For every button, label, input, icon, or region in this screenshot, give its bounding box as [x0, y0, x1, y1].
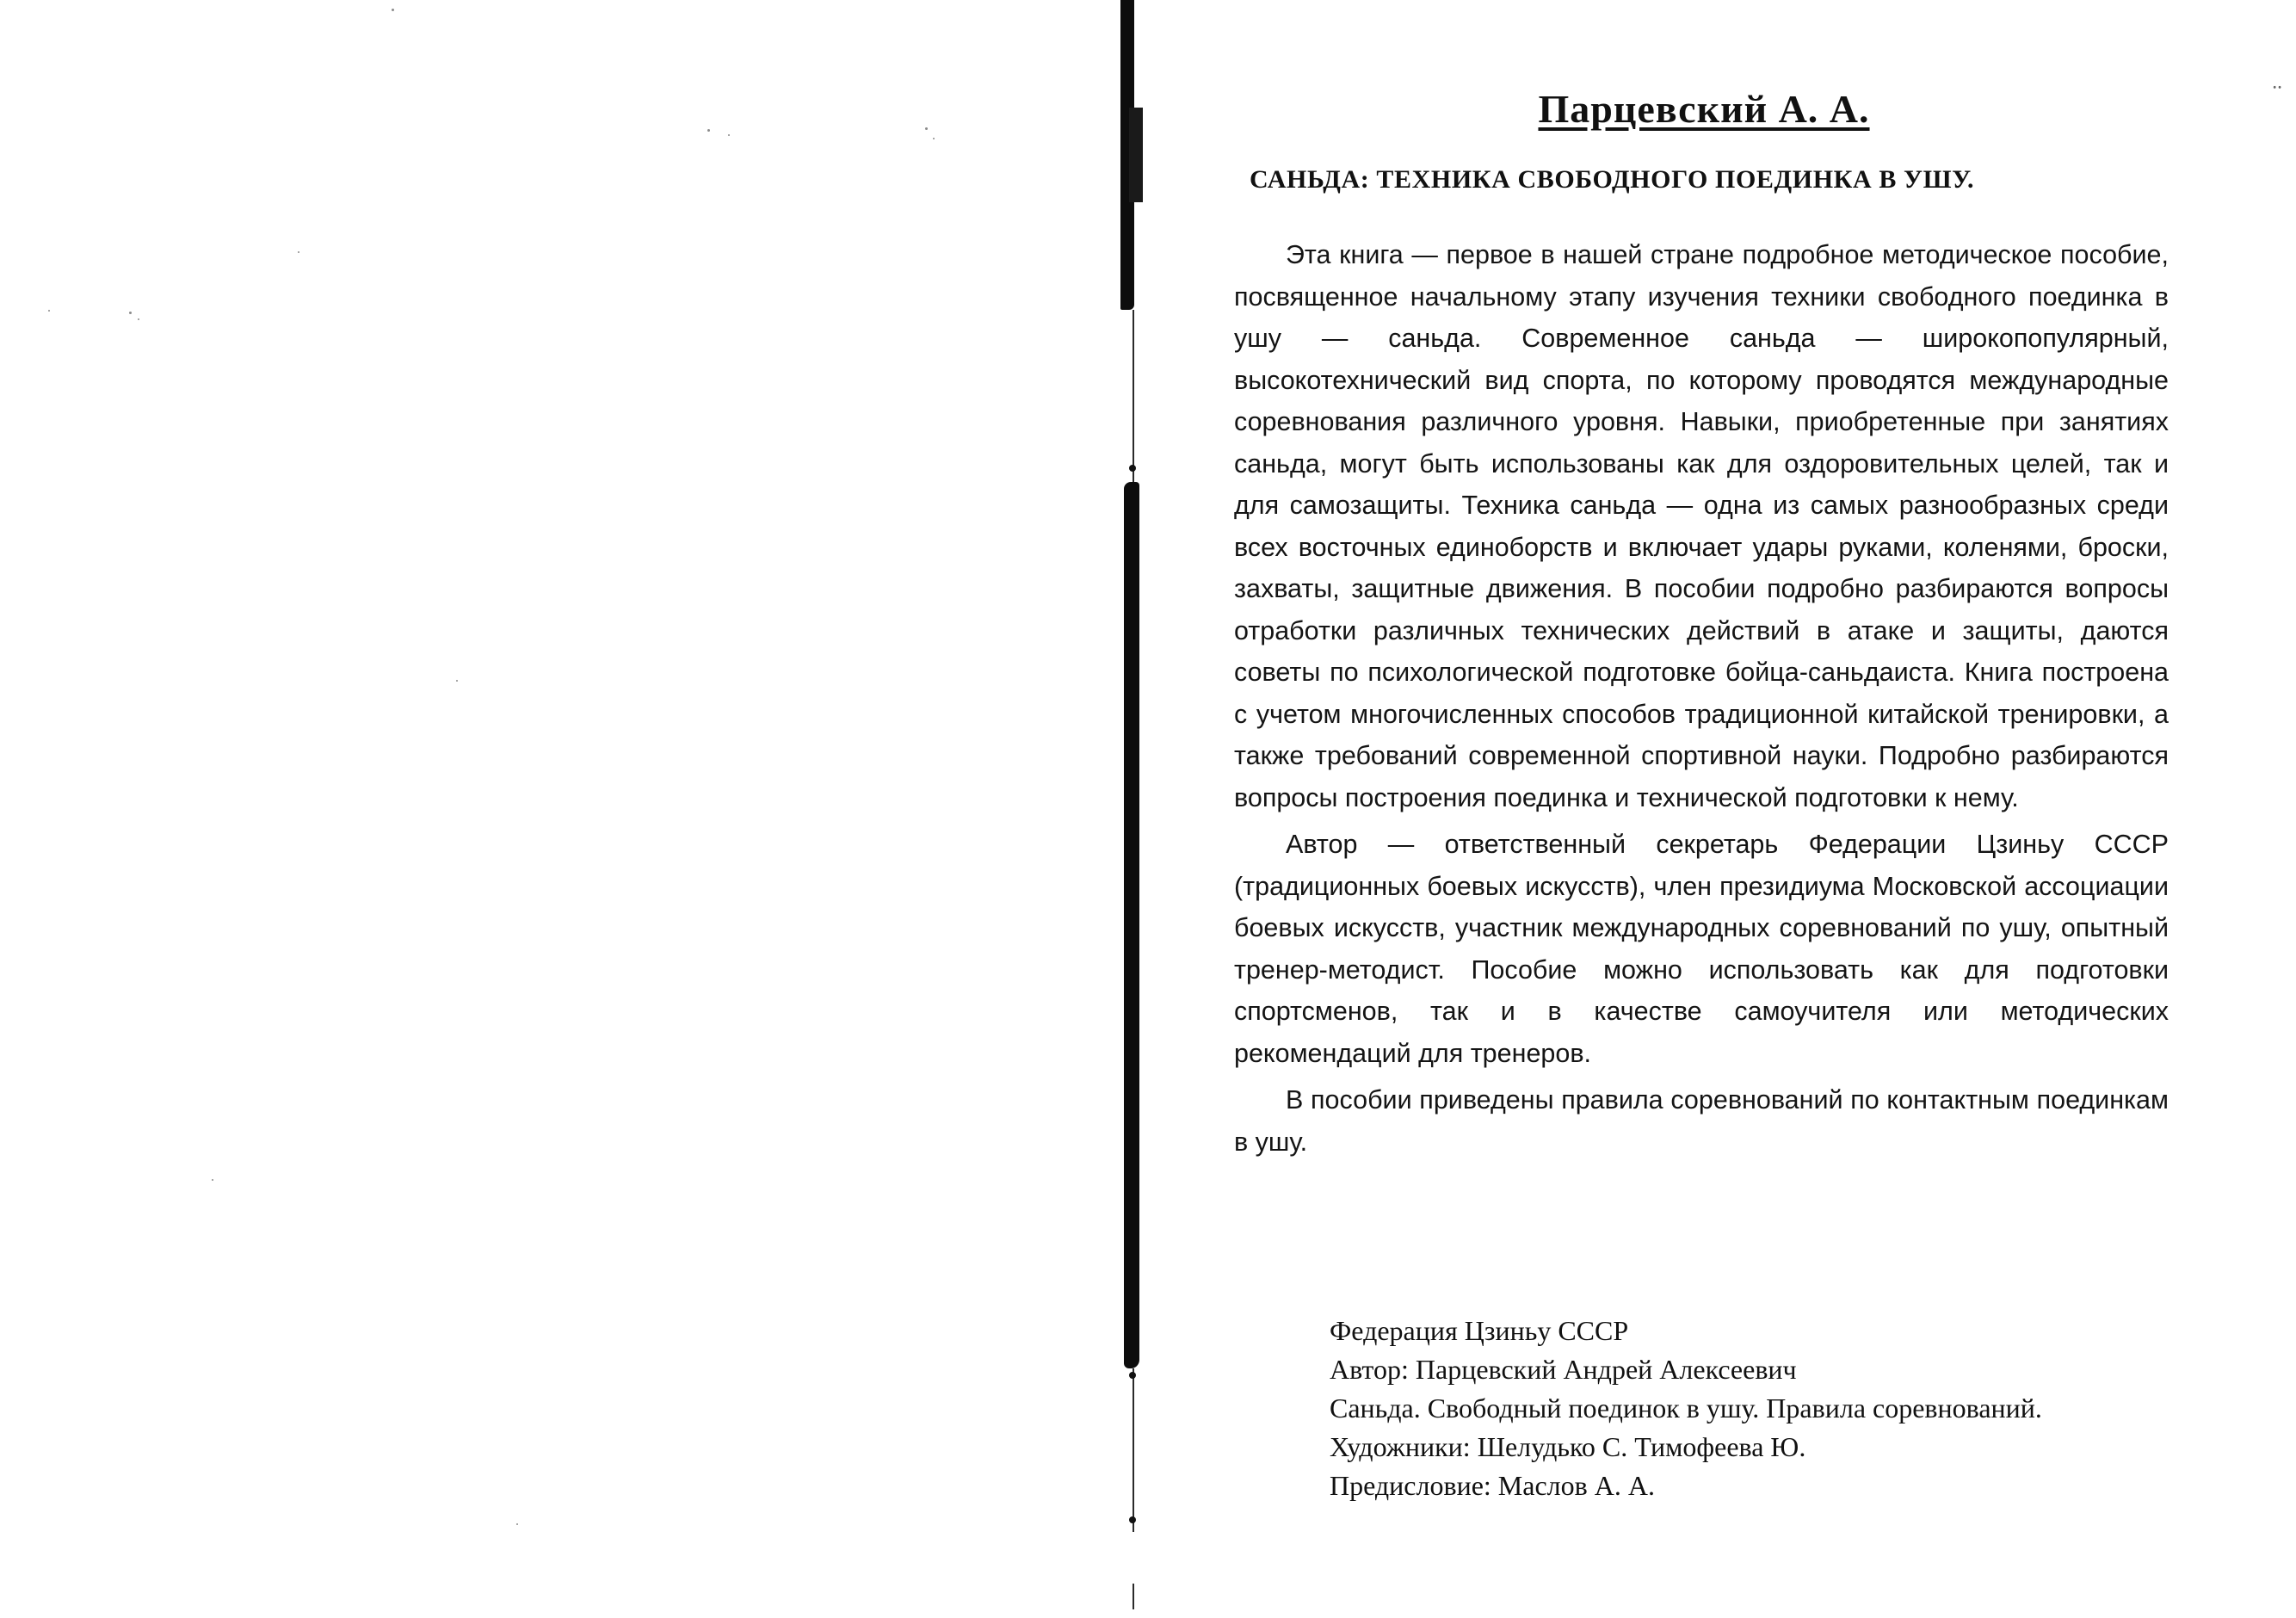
scan-speck [48, 310, 50, 312]
left-page-blank [0, 0, 1119, 1618]
scan-speck [516, 1523, 518, 1525]
scan-speck [392, 9, 394, 11]
imprint-line-title: Саньда. Свободный поединок в ушу. Правила соревнований. [1330, 1393, 2042, 1423]
scan-speck [933, 138, 935, 139]
scan-speck [129, 312, 132, 314]
annotation-paragraph: В пособии приведены правила соревнований по контактным поединкам в ушу. [1234, 1085, 2169, 1157]
spine-stitch [1129, 1516, 1136, 1523]
imprint-block [1330, 1312, 2190, 1505]
scan-speck [728, 134, 730, 136]
scan-mark: ⸱⸱ [2272, 77, 2282, 99]
spine-shadow-middle [1124, 482, 1139, 1368]
spine-thread [1133, 1584, 1134, 1609]
spine-shadow-notch [1129, 108, 1143, 202]
scan-speck [456, 680, 458, 682]
author-heading: Парцевский А. А. [1538, 87, 1870, 131]
annotation-paragraph: Эта книга — первое в нашей стране подробное методическое пособие, посвященное начальному этапу изучения техники свободного поединка в ушу — саньда. Современное саньда — широкопопулярный, высокотехнический вид спорта, по которому проводятся международные соревнования различного уровня. Навыки, приобретенные при занятиях саньда, могут быть использованы как для оздоровительных целей, так и для самозащиты. Техника саньда — одна из самых разнообразных среди всех восточных единоборств и включает удары руками, коленями, броски, захваты, защитные движения. В пособии подробно разбираются вопросы отработки различных технических действий в атаке и защиты, даются советы по психологической подготовке бойца-саньдаиста. Книга построена с учетом многочисленных способов традиционной китайской тренировки, а также требований современной спортивной науки. Подробно разбираются вопросы построения поединка и технической подготовки к нему. [1234, 240, 2169, 812]
scan-speck [212, 1179, 213, 1181]
scan-speck [138, 318, 139, 320]
imprint-line-artists: Художники: Шелудько С. Тимофеева Ю. [1330, 1431, 1806, 1462]
imprint-line-foreword: Предисловие: Маслов А. А. [1330, 1470, 1655, 1501]
right-page [1145, 0, 2296, 1618]
spine-stitch [1129, 465, 1136, 472]
annotation-text [1234, 234, 2169, 1163]
annotation-paragraph: Автор — ответственный секретарь Федерации Цзиньу СССР (традиционных боевых искусств), член президиума Московской ассоциации боевых искусств, участник международных соревнований по ушу, опытный тренер-методист. Пособие можно использовать как для подготовки спортсменов, так и в качестве самоучителя или методических рекомендаций для тренеров. [1234, 830, 2169, 1068]
scan-speck [707, 129, 710, 132]
spine-stitch [1129, 1372, 1136, 1379]
spine-thread [1133, 1368, 1134, 1532]
spine-thread [1133, 310, 1134, 482]
book-spine [1120, 0, 1143, 1618]
book-title: САНЬДА: ТЕХНИКА СВОБОДНОГО ПОЕДИНКА В УШУ. [1250, 165, 1975, 194]
imprint-line-publisher: Федерация Цзиньу СССР [1330, 1315, 1629, 1346]
scan-speck [925, 127, 928, 130]
imprint-line-author: Автор: Парцевский Андрей Алексеевич [1330, 1354, 1797, 1385]
scan-speck [298, 251, 299, 253]
